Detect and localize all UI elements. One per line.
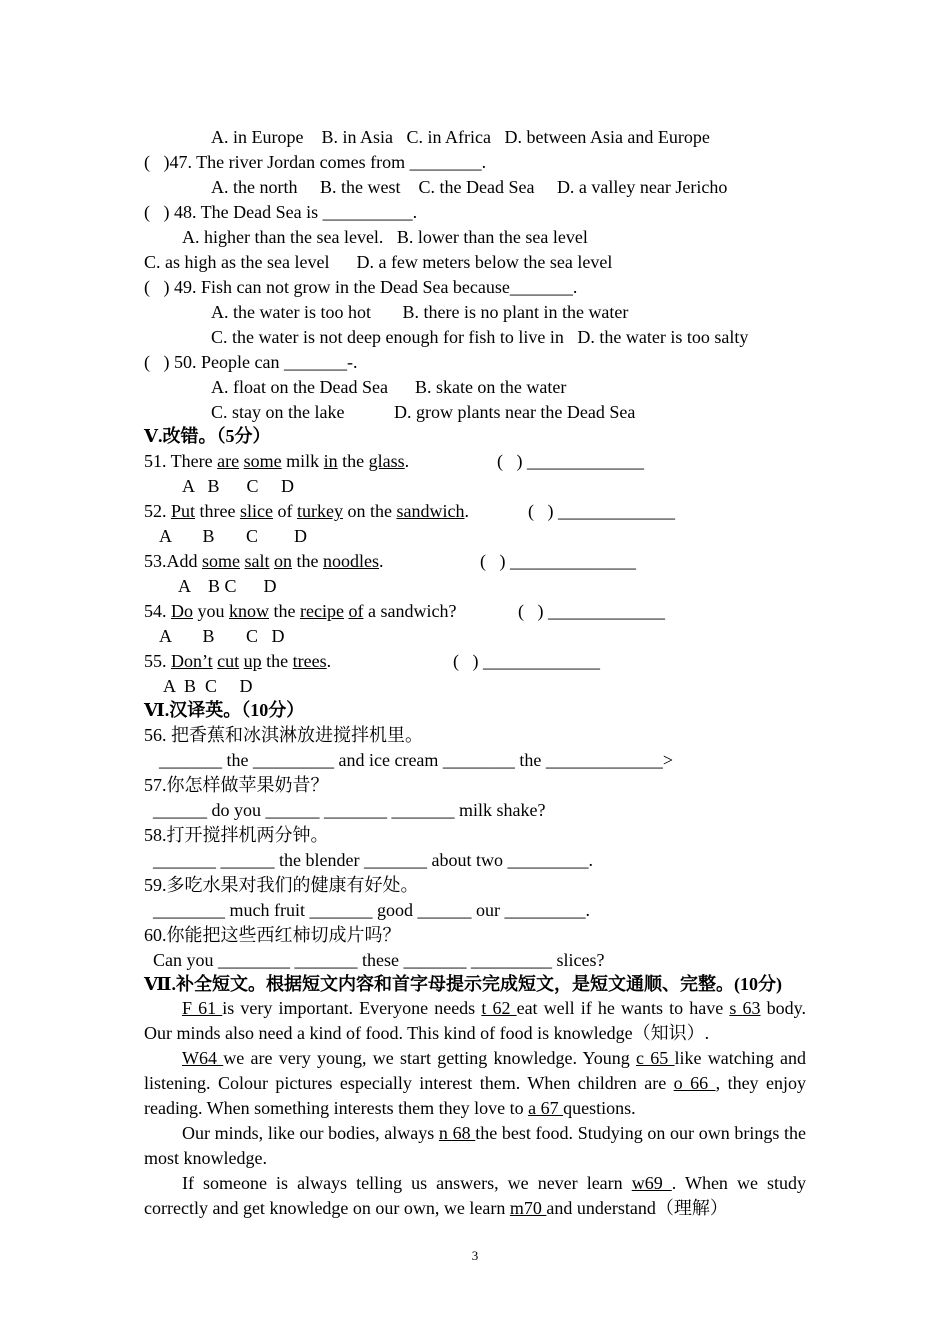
q52-sentence: 52. Put three slice of turkey on the sandwich. — [144, 501, 469, 521]
q47-question: ( )47. The river Jordan comes from ________. — [144, 152, 487, 172]
section-5-title: Ⅴ.改错。（5分） — [144, 426, 271, 446]
q60-prompt: 60.你能把这些西红柿切成片吗？ — [144, 925, 401, 945]
q49-options-row1: A. the water is too hot B. there is no plant in the water — [211, 302, 629, 322]
section-6-title: Ⅵ.汉译英。（10分） — [144, 700, 305, 720]
q59-prompt: 59.多吃水果对我们的健康有好处。 — [144, 875, 419, 895]
q50-question: ( ) 50. People can _______-. — [144, 352, 358, 372]
q56-prompt: 56. 把香蕉和冰淇淋放进搅拌机里。 — [144, 725, 423, 745]
q53-sentence: 53.Add some salt on the noodles. — [144, 551, 384, 571]
page-number: 3 — [471, 1248, 479, 1263]
passage-paragraph-4: If someone is always telling us answers, we never learn w69 . When we study correctly and get knowledge on our own, we learn m70 and understand（理解） — [144, 1173, 806, 1218]
q48-options-row1: A. higher than the sea level. B. lower than the sea level — [182, 227, 588, 247]
passage-paragraph-2: W64 we are very young, we start getting knowledge. Young c 65 like watching and listening. Colour pictures especially interest them. When children are o 66 , they enjoy reading. When something interests them they love to a 67 questions. — [144, 1048, 807, 1118]
section-7-title: Ⅶ.补全短文。根据短文内容和首字母提示完成短文，是短文通顺、完整。(10分) — [144, 974, 782, 994]
q58-prompt: 58.打开搅拌机两分钟。 — [144, 825, 329, 845]
q52-answer-blank[interactable]: ( ) _____________ — [528, 501, 675, 521]
q49-question: ( ) 49. Fish can not grow in the Dead Sea because_______. — [144, 277, 578, 297]
q48-options-row2: C. as high as the sea level D. a few meters below the sea level — [144, 252, 613, 272]
q54-answer-blank[interactable]: ( ) _____________ — [518, 601, 665, 621]
q49-options-row2: C. the water is not deep enough for fish to live in D. the water is too salty — [211, 327, 749, 347]
q51-sentence: 51. There are some milk in the glass. — [144, 451, 410, 471]
q51-answer-blank[interactable]: ( ) _____________ — [497, 451, 644, 471]
q55-sentence: 55. Don’t cut up the trees. — [144, 651, 332, 671]
q57-prompt: 57.你怎样做苹果奶昔？ — [144, 775, 329, 795]
q52-option-letters: A B C D — [159, 526, 308, 546]
q51-option-letters: A B C D — [182, 476, 295, 496]
q57-answer-line[interactable]: ______ do you ______ _______ _______ milk shake? — [153, 800, 546, 820]
q46-options: A. in Europe B. in Asia C. in Africa D. between Asia and Europe — [211, 127, 710, 147]
q60-answer-line[interactable]: Can you ________ _______ these _______ _________ slices? — [153, 950, 605, 970]
q47-options: A. the north B. the west C. the Dead Sea D. a valley near Jericho — [211, 177, 728, 197]
q56-answer-line[interactable]: _______ the _________ and ice cream ________ the _____________> — [159, 750, 674, 770]
q54-sentence: 54. Do you know the recipe of a sandwich? — [144, 601, 457, 621]
passage-paragraph-3: Our minds, like our bodies, always n 68 the best food. Studying on our own brings the most knowledge. — [144, 1123, 806, 1168]
q53-option-letters: A B C D — [178, 576, 277, 596]
q53-answer-blank[interactable]: ( ) ______________ — [480, 551, 636, 571]
q55-option-letters: A B C D — [163, 676, 253, 696]
q50-options-row2: C. stay on the lake D. grow plants near the Dead Sea — [211, 402, 636, 422]
passage-paragraph-1: F 61 is very important. Everyone needs t 62 eat well if he wants to have s 63 body. Our minds also need a kind of food. This kind of food is knowledge（知识）. — [144, 998, 806, 1043]
q48-question: ( ) 48. The Dead Sea is __________. — [144, 202, 418, 222]
q58-answer-line[interactable]: _______ ______ the blender _______ about two _________. — [153, 850, 593, 870]
q59-answer-line[interactable]: ________ much fruit _______ good ______ our _________. — [153, 900, 590, 920]
q50-options-row1: A. float on the Dead Sea B. skate on the water — [211, 377, 567, 397]
q55-answer-blank[interactable]: ( ) _____________ — [453, 651, 600, 671]
q54-option-letters: A B C D — [159, 626, 285, 646]
